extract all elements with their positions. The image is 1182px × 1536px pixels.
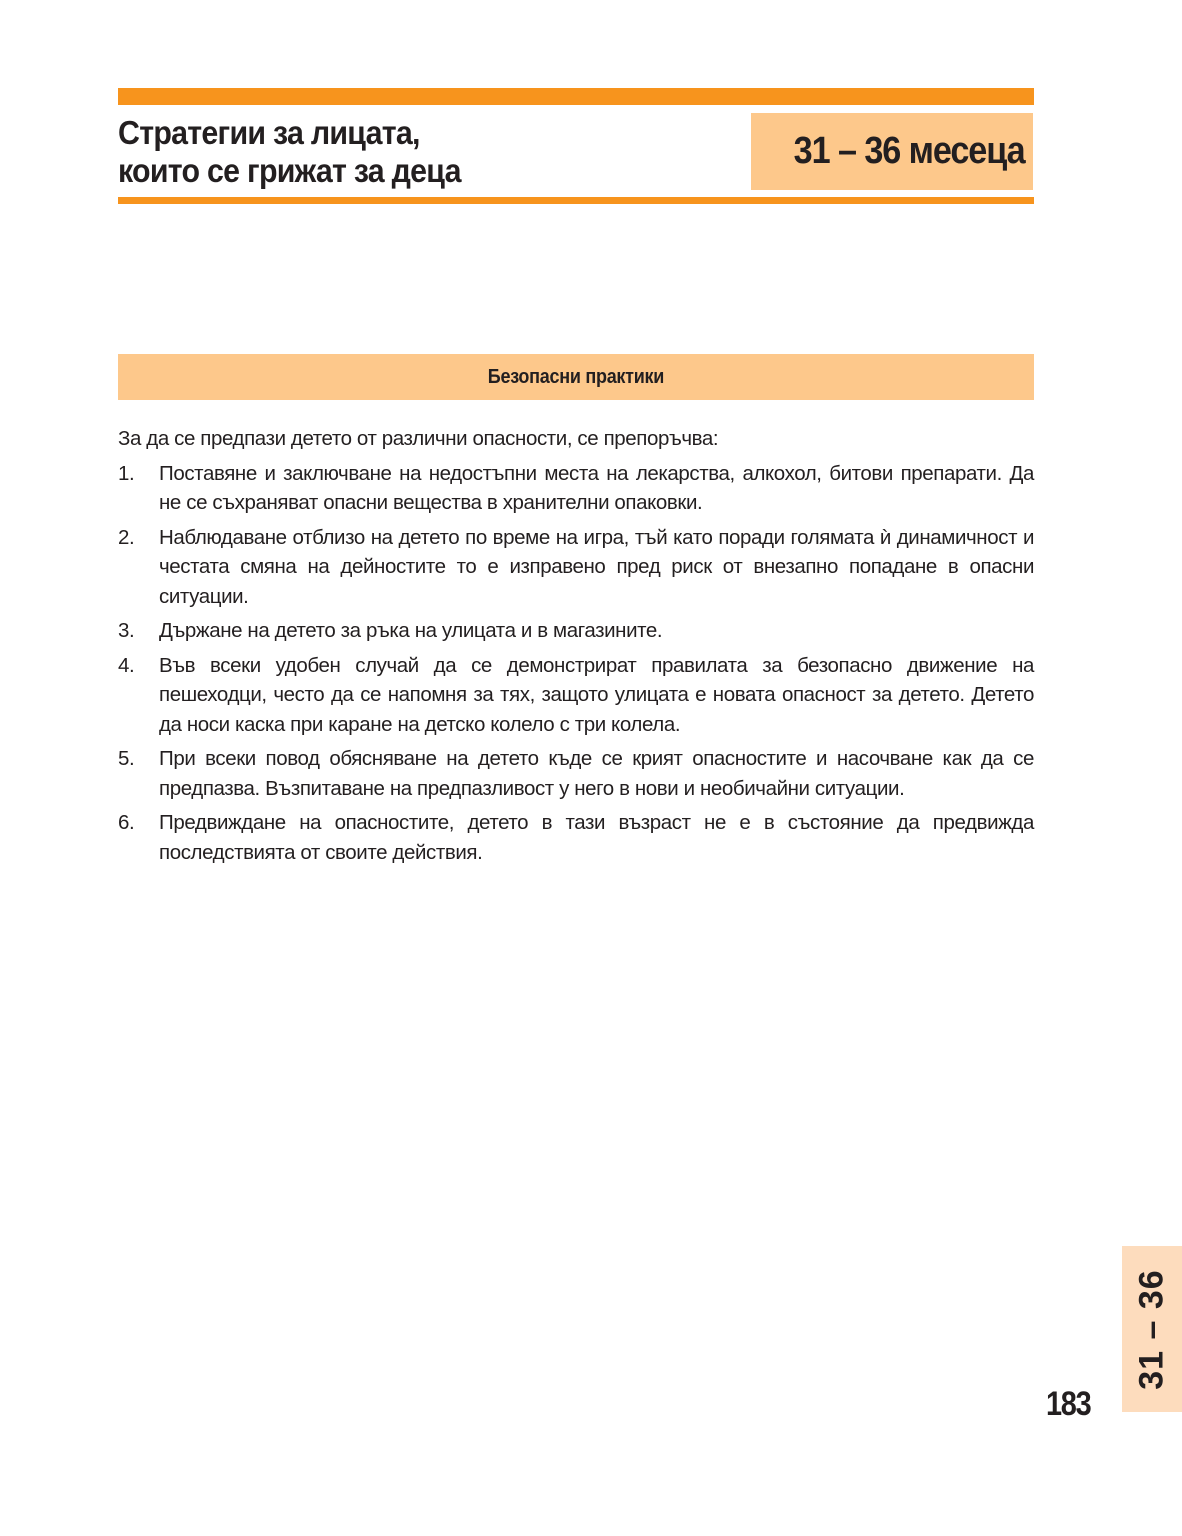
list-item-number: 4. [118, 653, 135, 677]
list-item [118, 523, 1034, 612]
header-bottom-rule [118, 197, 1034, 204]
list-item-text: Предвиждане на опасностите, детето в тази възраст не е в състояние да предвижда последствията от своите действия. [159, 811, 1034, 864]
page-title-line-1: Стратегии за лицата, [118, 114, 420, 151]
page-title-line-2: които се грижат за деца [118, 152, 461, 189]
list-item [118, 651, 1034, 740]
list-item-text: Поставяне и заключване на недостъпни места на лекарства, алкохол, битови препарати. Да не се съхраняват опасни вещества в хранителни опаковки. [159, 461, 1034, 514]
page-number: 183 [1046, 1385, 1091, 1423]
section-header [118, 354, 1034, 400]
list-item-number: 3. [118, 619, 135, 642]
list-item [118, 459, 1034, 518]
practices-list [118, 459, 1034, 868]
list-item-number: 5. [118, 747, 135, 770]
list-item-number: 2. [118, 525, 135, 549]
list-item-number: 6. [118, 811, 135, 834]
section-content [118, 424, 1034, 872]
list-item-text: Наблюдаване отблизо на детето по време на игра, тъй като поради голямата ѝ динамичност и честата смяна на дейностите то е изправено пред риск от внезапно попадане в опасни ситуации. [159, 525, 1034, 608]
list-item-text: Държане на детето за ръка на улицата и в магазините. [159, 619, 663, 642]
section-title: Безопасни практики [487, 365, 665, 388]
age-range-badge [751, 113, 1033, 190]
list-item-text: При всеки повод обясняване на детето къде се крият опасностите и насочване как да се предпазва. Възпитаване на предпазливост у него в нови и необичайни ситуации. [159, 747, 1034, 800]
list-item [118, 616, 1034, 646]
list-item-number: 1. [118, 461, 135, 485]
list-item [118, 744, 1034, 803]
section-intro: За да се предпази детето от различни опасности, се препоръчва: [118, 427, 719, 450]
age-range-label: 31 – 36 месеца [794, 130, 1025, 172]
chapter-side-tab [1122, 1246, 1182, 1412]
list-item-text: Във всеки удобен случай да се демонстрират правилата за безопасно движение на пешеходци, често да се напомня за тях, защото улицата е новата опасност за детето. Детето да носи каска при каране на детско колело с три колела. [159, 653, 1034, 736]
header-top-rule [118, 88, 1034, 105]
page-title [118, 114, 688, 190]
chapter-side-tab-label: 31 – 36 [1132, 1268, 1171, 1390]
list-item [118, 808, 1034, 867]
